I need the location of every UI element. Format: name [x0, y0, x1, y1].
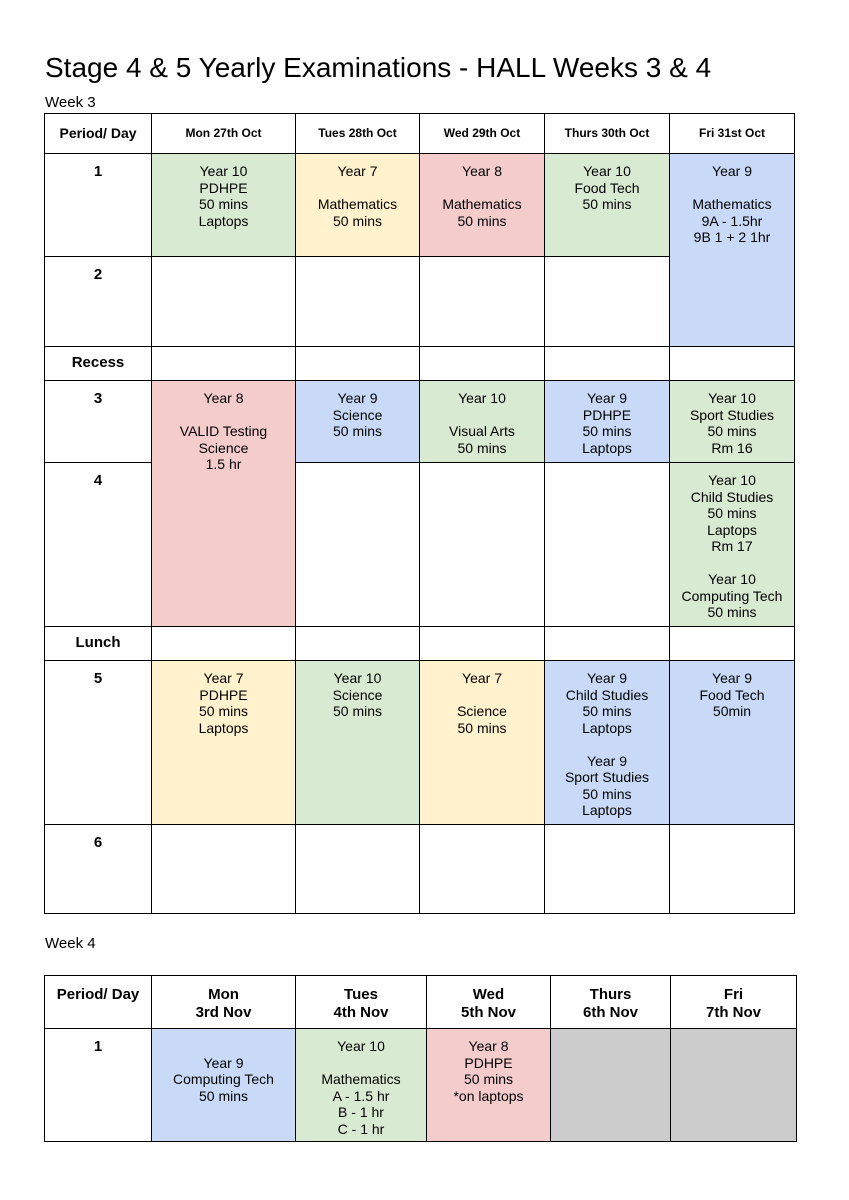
period-1-row — [45, 1029, 797, 1142]
cell-text-line — [420, 687, 544, 704]
cell-text-line: 50 mins — [332, 423, 383, 439]
cell-text-line: Year 7 — [203, 670, 244, 686]
cell-text-line: Science — [332, 406, 383, 423]
cell-text-line: 50 mins — [582, 196, 632, 212]
cell-text-line: PDHPE — [582, 406, 632, 423]
cell-text-line: Year 10 — [337, 1038, 385, 1054]
cell-text-line: Laptops — [582, 439, 632, 456]
cell-text-line — [420, 407, 544, 424]
exam-cell-wed-p3 — [420, 381, 545, 463]
empty-cell — [545, 627, 670, 661]
exam-cell-fri-p4 — [670, 463, 795, 627]
cell-text-line: 50 mins — [198, 196, 249, 212]
exam-cell-fri-p5 — [670, 661, 795, 825]
cell-text-line: 50 mins — [707, 423, 757, 439]
empty-cell — [296, 257, 420, 347]
day-header-wed: Wed 29th Oct — [420, 114, 545, 154]
exam-cell-wed-p1 — [420, 154, 545, 257]
day-header-tue: Tues 4th Nov — [296, 976, 427, 1029]
week-4-timetable — [44, 975, 797, 1142]
empty-cell — [545, 463, 670, 627]
cell-text-line: Year 7 — [462, 670, 502, 686]
empty-cell — [152, 825, 296, 914]
cell-text-line: Year 8 — [203, 390, 244, 406]
empty-cell — [420, 347, 545, 381]
week-3-label: Week 3 — [45, 94, 96, 111]
lunch-row — [45, 627, 795, 661]
cell-text-line: Sport Studies — [689, 406, 775, 423]
cell-text-line: Laptops — [707, 521, 757, 538]
day-header-mon: Mon 3rd Nov — [152, 976, 296, 1029]
page-title: Stage 4 & 5 Yearly Examinations - HALL Weeks 3 & 4 — [45, 52, 712, 83]
cell-text-line: Sport Studies — [564, 769, 650, 785]
empty-cell — [420, 463, 545, 627]
cell-text-line: Food Tech — [574, 179, 640, 196]
cell-text-line: 50 mins — [707, 604, 757, 620]
cell-text-line: Child Studies — [690, 488, 774, 505]
exam-cell-fri-p1 — [670, 154, 795, 347]
exam-cell-mon-p5 — [152, 661, 296, 825]
cell-text-line: 50 mins — [198, 1087, 249, 1104]
cell-text-line: Science — [457, 703, 507, 719]
cell-text-line: Rm 17 — [711, 538, 753, 554]
cell-text-line: Year 9 — [337, 390, 378, 406]
cell-text-line: Year 8 — [462, 163, 502, 179]
cell-text-line: 50 mins — [463, 1071, 514, 1087]
cell-text-line: PDHPE — [199, 179, 248, 196]
week-4-label: Week 4 — [45, 935, 96, 952]
cell-text-line: Laptops — [198, 719, 249, 736]
period-day-header: Period/ Day — [45, 114, 152, 154]
cell-text-line: 9B 1 + 2 1hr — [693, 229, 771, 245]
cell-text-line: 50 mins — [707, 505, 757, 521]
cell-text-line: *on laptops — [453, 1087, 524, 1104]
cell-text-line: PDHPE — [199, 686, 248, 703]
day-header-fri: Fri 31st Oct — [670, 114, 795, 154]
empty-cell — [420, 257, 545, 347]
empty-cell — [670, 627, 795, 661]
cell-text-line — [296, 1055, 426, 1072]
cell-text-line: 50 mins — [582, 423, 632, 439]
empty-cell — [296, 627, 420, 661]
cell-text-line: 50 mins — [457, 719, 507, 736]
cell-text-line: C - 1 hr — [337, 1120, 385, 1137]
cell-text-line: Mathematics — [442, 196, 522, 212]
cell-text-line: Year 9 — [587, 670, 627, 686]
empty-cell — [545, 825, 670, 914]
empty-cell — [152, 347, 296, 381]
cell-text-line: Mathematics — [321, 1071, 401, 1087]
cell-text-line: Mathematics — [317, 196, 398, 212]
exam-cell-thu-p3 — [545, 381, 670, 463]
exam-cell-wed-p1 — [427, 1029, 551, 1142]
cell-text-line: 50 mins — [332, 212, 383, 229]
cell-text-line: 50 mins — [582, 703, 632, 719]
unavailable-cell-thu — [551, 1029, 671, 1142]
cell-text-line: Computing Tech — [681, 587, 783, 604]
period-label: 4 — [45, 463, 152, 627]
exam-cell-tue-p1 — [296, 154, 420, 257]
empty-cell — [670, 347, 795, 381]
cell-text-line: 50min — [712, 703, 752, 719]
cell-text-line: 50 mins — [457, 439, 507, 456]
cell-text-line — [152, 407, 295, 424]
cell-text-line: Laptops — [198, 212, 249, 229]
day-header-fri: Fri 7th Nov — [671, 976, 797, 1029]
cell-text-line: Year 10 — [708, 472, 756, 488]
empty-cell — [296, 825, 420, 914]
empty-cell — [420, 825, 545, 914]
empty-cell — [670, 825, 795, 914]
recess-row — [45, 347, 795, 381]
day-header-thu: Thurs 6th Nov — [551, 976, 671, 1029]
cell-text-line: Food Tech — [699, 686, 765, 703]
cell-text-line: 50 mins — [198, 703, 249, 719]
cell-text-line: Year 8 — [468, 1038, 509, 1054]
cell-text-line: Visual Arts — [449, 423, 515, 439]
period-5-row — [45, 661, 795, 825]
week-3-timetable — [44, 113, 795, 914]
day-header-thu: Thurs 30th Oct — [545, 114, 670, 154]
exam-cell-tue-p3 — [296, 381, 420, 463]
cell-text-line: Laptops — [582, 802, 632, 818]
header-row — [45, 114, 795, 154]
period-label: 1 — [45, 1029, 152, 1142]
cell-text-line — [545, 736, 669, 753]
cell-text-line — [670, 555, 794, 572]
period-label: 6 — [45, 825, 152, 914]
exam-cell-wed-p5 — [420, 661, 545, 825]
exam-cell-mon-p1 — [152, 154, 296, 257]
cell-text-line: Science — [198, 439, 249, 456]
cell-text-line — [670, 180, 794, 197]
exam-cell-tue-p5 — [296, 661, 420, 825]
empty-cell — [152, 627, 296, 661]
cell-text-line: Rm 16 — [711, 439, 753, 456]
exam-cell-thu-p5 — [545, 661, 670, 825]
period-label: 5 — [45, 661, 152, 825]
exam-cell-mon-p3 — [152, 381, 296, 627]
unavailable-cell-fri — [671, 1029, 797, 1142]
cell-text-line: Year 9 — [712, 163, 752, 179]
empty-cell — [296, 463, 420, 627]
period-6-row — [45, 825, 795, 914]
cell-text-line: Year 10 — [708, 571, 756, 587]
cell-text-line: Year 9 — [712, 670, 752, 686]
empty-cell — [420, 627, 545, 661]
break-label: Lunch — [45, 627, 152, 661]
cell-text-line: Year 10 — [333, 670, 382, 686]
empty-cell — [545, 257, 670, 347]
cell-text-line: Year 7 — [337, 163, 378, 179]
day-header-wed: Wed 5th Nov — [427, 976, 551, 1029]
cell-text-line: VALID Testing — [179, 423, 268, 439]
cell-text-line: Science — [332, 686, 383, 703]
period-3-row — [45, 381, 795, 463]
header-row — [45, 976, 797, 1029]
period-label: 1 — [45, 154, 152, 257]
cell-text-line: Year 10 — [199, 163, 248, 179]
break-label: Recess — [45, 347, 152, 381]
cell-text-line: 50 mins — [332, 703, 383, 719]
empty-cell — [296, 347, 420, 381]
cell-text-line: PDHPE — [464, 1054, 513, 1071]
cell-text-line: Year 9 — [203, 1054, 244, 1071]
day-header-tue: Tues 28th Oct — [296, 114, 420, 154]
period-day-header: Period/ Day — [45, 976, 152, 1029]
exam-cell-mon-p1 — [152, 1029, 296, 1142]
cell-text-line: A - 1.5 hr — [332, 1087, 390, 1104]
cell-text-line: Year 10 — [583, 163, 631, 179]
period-1-row — [45, 154, 795, 257]
cell-text-line: Year 10 — [708, 390, 756, 406]
period-label: 3 — [45, 381, 152, 463]
exam-cell-tue-p1 — [296, 1029, 427, 1142]
cell-text-line: Year 10 — [458, 390, 506, 406]
empty-cell — [545, 347, 670, 381]
exam-cell-thu-p1 — [545, 154, 670, 257]
day-header-mon: Mon 27th Oct — [152, 114, 296, 154]
period-label: 2 — [45, 257, 152, 347]
empty-cell — [152, 257, 296, 347]
cell-text-line — [296, 180, 419, 197]
cell-text-line: Child Studies — [565, 686, 649, 703]
cell-text-line: Computing Tech — [173, 1071, 274, 1087]
exam-cell-fri-p3 — [670, 381, 795, 463]
cell-text-line: Year 9 — [587, 390, 627, 406]
cell-text-line — [152, 1038, 295, 1055]
cell-text-line: B - 1 hr — [338, 1104, 384, 1120]
cell-text-line: 50 mins — [582, 785, 632, 802]
cell-text-line: 9A - 1.5hr — [701, 212, 763, 229]
cell-text-line: Mathematics — [692, 196, 772, 212]
cell-text-line: 50 mins — [457, 212, 507, 229]
cell-text-line — [420, 180, 544, 197]
cell-text-line: Laptops — [582, 719, 632, 736]
cell-text-line: Year 9 — [587, 752, 627, 769]
cell-text-line: 1.5 hr — [205, 456, 242, 472]
